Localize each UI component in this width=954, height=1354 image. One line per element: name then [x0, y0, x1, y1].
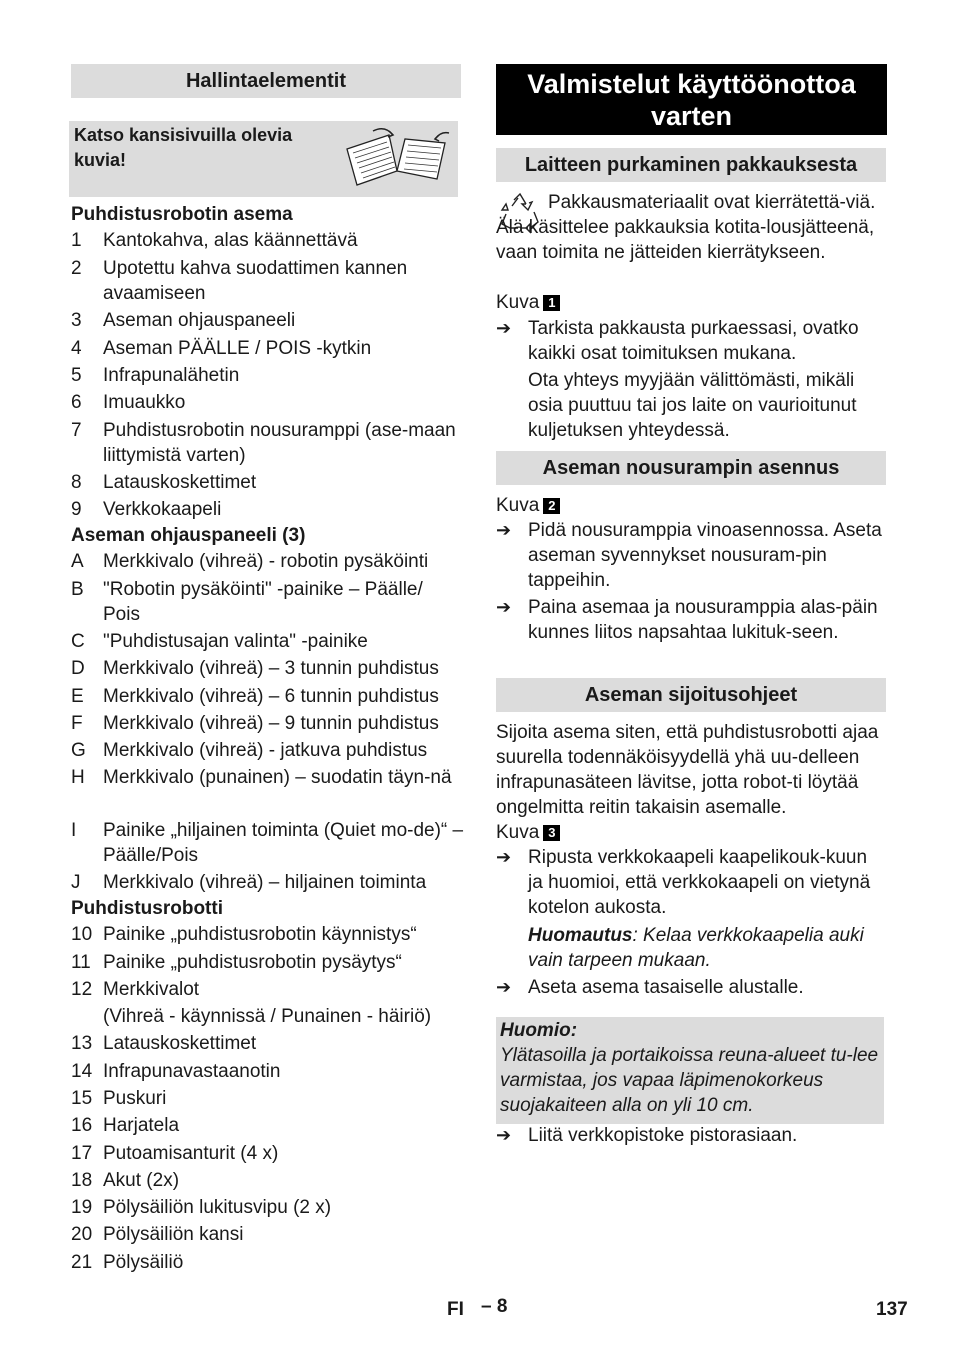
item-text: Imuaukko: [103, 392, 186, 413]
section-header-ramp: [496, 451, 886, 485]
unpack-header-text: Laitteen purkaminen pakkauksesta: [524, 154, 858, 176]
figure-number: 3: [543, 825, 560, 841]
item-text: Aseman PÄÄLLE / POIS -kytkin: [103, 338, 372, 359]
item-key: I: [71, 820, 77, 841]
item-key: H: [71, 767, 85, 788]
item-text: Upotettu kahva suodattimen kannen avaamiseen: [103, 258, 408, 304]
item-text: "Robotin pysäköinti" -painike – Päälle/ Pois: [103, 579, 423, 625]
item-text: "Puhdistusajan valinta" -painike: [103, 631, 368, 652]
notice-text: Katso kansisivuilla olevia kuvia!: [74, 125, 293, 170]
item-text: (Vihreä - käynnissä / Punainen - häiriö): [103, 1006, 432, 1027]
open-book-icon: [337, 127, 457, 189]
arrow-icon: ➔: [496, 847, 512, 867]
ramp-step-1: Pidä nousuramppia vinoasennossa. Aseta aseman syvennykset nousuram-pin tappeihin.: [528, 520, 882, 591]
section-title-robot: Puhdistusrobotti: [71, 898, 223, 919]
item-text: Painike „hiljainen toiminta (Quiet mo-de)“ – Päälle/Pois: [103, 820, 464, 866]
item-key: G: [71, 740, 86, 761]
arrow-icon: ➔: [496, 977, 512, 997]
item-text: Painike „puhdistusrobotin pysäytys“: [103, 952, 402, 973]
item-key: 10: [71, 924, 93, 945]
unpack-step-note: Ota yhteys myyjään välittömästi, mikäli osia puuttuu tai jos laite on vaurioitunut kuljetuksen yhteydessä.: [528, 370, 857, 441]
placement-step-2: Aseta asema tasaiselle alustalle.: [528, 977, 804, 998]
item-key: 4: [71, 338, 82, 359]
unpack-paragraph: Pakkausmateriaalit ovat kierrätettä-viä. Älä käsittelee pakkauksia kotita-lousjätteenä, vaan toimita ne jätteiden kierrätykseen.: [496, 192, 876, 263]
figure-number: 1: [543, 295, 560, 311]
item-text: Merkkivalo (punainen) – suodatin täyn-nä: [103, 767, 452, 788]
item-key: A: [71, 551, 84, 572]
item-text: Infrapunavastaanotin: [103, 1061, 281, 1082]
item-text: Latauskoskettimet: [103, 472, 257, 493]
item-key: J: [71, 872, 81, 893]
main-title-text: Valmistelut käyttöönottoa varten: [527, 69, 856, 131]
caution-box: [496, 1017, 884, 1124]
item-key: 6: [71, 392, 82, 413]
header-text: Hallintaelementit: [185, 70, 347, 92]
item-text: Merkkivalo (vihreä) – 6 tunnin puhdistus: [103, 686, 439, 707]
footer-language: FI: [447, 1299, 464, 1320]
item-text: Painike „puhdistusrobotin käynnistys“: [103, 924, 417, 945]
item-key: 19: [71, 1197, 93, 1218]
item-key: 13: [71, 1033, 93, 1054]
item-text: Harjatela: [103, 1115, 180, 1136]
item-key: 12: [71, 979, 93, 1000]
item-text: Merkkivalo (vihreä) - robotin pysäköinti: [103, 551, 429, 572]
section-header-unpack: [496, 148, 886, 182]
unpack-step: Tarkista pakkausta purkaessasi, ovatko kaikki osat toimituksen mukana.: [528, 318, 859, 364]
item-key: 5: [71, 365, 82, 386]
caution-text: Ylätasoilla ja portaikoissa reuna-alueet tu-lee varmistaa, jos vapaa läpimenokorkeus suojakaiteen alla on yli 10 cm.: [500, 1045, 879, 1116]
item-key: 15: [71, 1088, 93, 1109]
section-header-placement: [496, 678, 886, 712]
figure-ref-2: [496, 493, 560, 518]
item-text: Infrapunalähetin: [103, 365, 240, 386]
placement-step-3: Liitä verkkopistoke pistorasiaan.: [528, 1125, 798, 1146]
item-key: 17: [71, 1143, 93, 1164]
arrow-icon: ➔: [496, 318, 512, 338]
item-key: 16: [71, 1115, 93, 1136]
item-text: Latauskoskettimet: [103, 1033, 257, 1054]
item-text: Puhdistusrobotin nousuramppi (ase-maan liittymistä varten): [103, 420, 456, 466]
notice-box: [69, 121, 458, 197]
item-key: E: [71, 686, 84, 707]
item-key: B: [71, 579, 84, 600]
item-key: 3: [71, 310, 82, 331]
footer-page-number: 137: [876, 1299, 908, 1320]
item-key: 21: [71, 1252, 93, 1273]
placement-paragraph: Sijoita asema siten, että puhdistusrobotti ajaa suurella todennäköisyydellä yhä uu-delleen infrapunasäteen lävitse, jotta robot-ti löytää ongelmitta reitin takaisin asemalle.: [496, 722, 879, 818]
figure-ref-3: [496, 820, 560, 845]
figure-number: 2: [543, 498, 560, 514]
item-key: F: [71, 713, 83, 734]
ramp-step-2: Paina asemaa ja nousuramppia alas-päin kunnes liitos napsahtaa lukituk-seen.: [528, 597, 878, 643]
item-key: D: [71, 658, 85, 679]
item-text: Merkkivalo (vihreä) – 3 tunnin puhdistus: [103, 658, 439, 679]
item-key: 11: [71, 952, 91, 973]
footer-local-page: – 8: [481, 1296, 508, 1317]
item-key: C: [71, 631, 85, 652]
item-text: Puskuri: [103, 1088, 167, 1109]
item-text: Putoamisanturit (4 x): [103, 1143, 279, 1164]
figure-label: Kuva: [496, 495, 540, 516]
section-title-station: Puhdistusrobotin asema: [71, 204, 293, 225]
item-text: Pölysäiliön kansi: [103, 1224, 244, 1245]
remark-label: Huomautus: [528, 925, 633, 946]
item-text: Merkkivalo (vihreä) - jatkuva puhdistus: [103, 740, 428, 761]
item-text: Merkkivalot: [103, 979, 200, 1000]
item-key: 2: [71, 258, 82, 279]
item-text: Kantokahva, alas käännettävä: [103, 230, 358, 251]
main-title: [496, 64, 887, 135]
placement-header-text: Aseman sijoitusohjeet: [584, 684, 798, 706]
caution-title: Huomio:: [500, 1020, 578, 1041]
figure-ref-1: [496, 290, 560, 315]
arrow-icon: ➔: [496, 520, 512, 540]
arrow-icon: ➔: [496, 1125, 512, 1145]
item-text: Verkkokaapeli: [103, 499, 222, 520]
item-key: 1: [71, 230, 82, 251]
item-text: Pölysäiliön lukitusvipu (2 x): [103, 1197, 332, 1218]
section-title-panel: Aseman ohjauspaneeli (3): [71, 525, 306, 546]
item-text: Akut (2x): [103, 1170, 180, 1191]
placement-step-1: Ripusta verkkokaapeli kaapelikouk-kuun ja huomioi, että verkkokaapeli on vietynä kotelon aukosta.: [528, 847, 871, 918]
item-text: Merkkivalo (vihreä) – 9 tunnin puhdistus: [103, 713, 439, 734]
item-key: 20: [71, 1224, 93, 1245]
remark-text: : Kelaa verkkokaapelia auki vain tarpeen mukaan.: [528, 925, 864, 971]
arrow-icon: ➔: [496, 597, 512, 617]
item-text: Aseman ohjauspaneeli: [103, 310, 296, 331]
item-key: 14: [71, 1061, 93, 1082]
item-key: 9: [71, 499, 82, 520]
item-key: 8: [71, 472, 82, 493]
item-key: 7: [71, 420, 82, 441]
ramp-header-text: Aseman nousurampin asennus: [542, 457, 840, 479]
item-key: 18: [71, 1170, 93, 1191]
figure-label: Kuva: [496, 822, 540, 843]
figure-label: Kuva: [496, 292, 540, 313]
item-text: Merkkivalo (vihreä) – hiljainen toiminta: [103, 872, 427, 893]
item-text: Pölysäiliö: [103, 1252, 184, 1273]
section-header-controls: [71, 64, 461, 98]
placement-remark: [528, 923, 887, 973]
